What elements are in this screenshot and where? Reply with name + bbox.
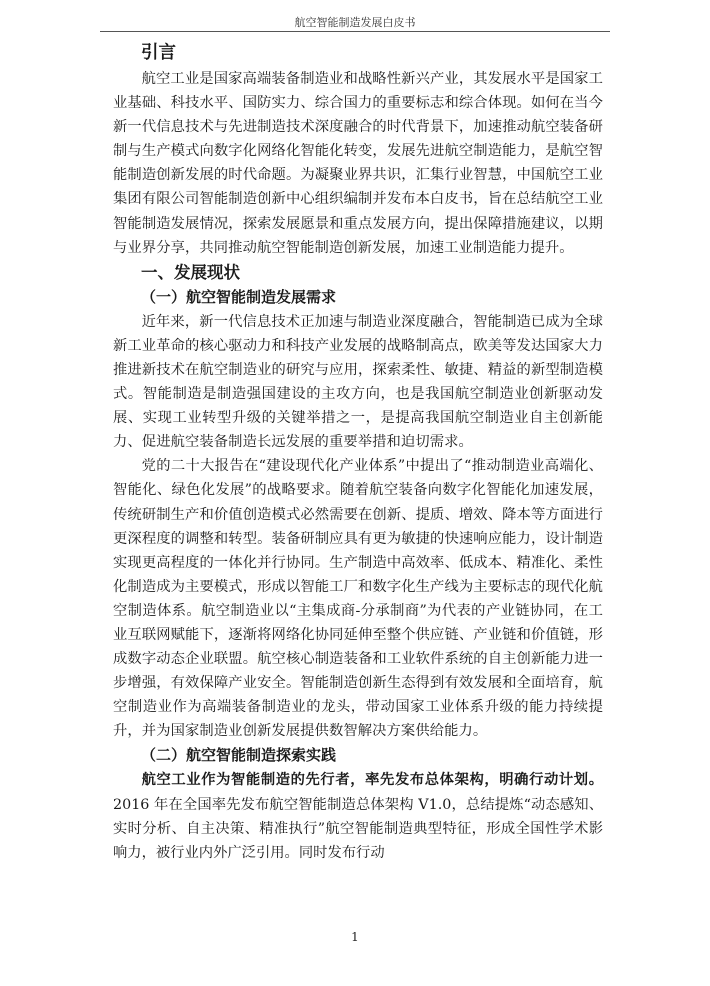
intro-heading: 引言	[141, 43, 176, 63]
subsection-heading-demand: （一）航空智能制造发展需求	[141, 287, 337, 306]
page-content	[113, 40, 603, 865]
practice-lead-rest: 2016 年在全国率先发布航空智能制造总体架构 V1.0，总结提炼“动态感知、实时分析、自主决策、精准执行”航空智能制造典型特征，形成全国性学术影响力，被行业内外广泛引用。同时发布行动	[113, 796, 603, 861]
demand-paragraph-2: 党的二十大报告在“建设现代化产业体系”中提出了“推动制造业高端化、智能化、绿色化发展”的战略要求。随着航空装备向数字化智能化加速发展，传统研制生产和价值创造模式必然需要在创新、提质、增效、降本等方面进行更深程度的调整和转型。装备研制应具有更为敏捷的快速响应能力，设计制造实现更高程度的一体化并行协同。生产制造中高效率、低成本、精准化、柔性化制造成为主要模式，形成以智能工厂和数字化生产线为主要标志的现代化航空制造体系。航空制造业以“主集成商-分承制商”为代表的产业链协同，在工业互联网赋能下，逐渐将网络化协同延伸至整个供应链、产业链和价值链，形成数字动态企业联盟。航空核心制造装备和工业软件系统的自主创新能力进一步增强，有效保障产业安全。智能制造创新生态得到有效发展和全面培育，航空制造业作为高端装备制造业的龙头，带动国家工业体系升级的能力持续提升，并为国家制造业创新发展提供数智解决方案供给能力。	[113, 458, 603, 740]
demand-paragraph-1: 近年来，新一代信息技术正加速与制造业深度融合，智能制造已成为全球新工业革命的核心驱动力和科技产业发展的战略制高点，欧美等发达国家大力推进新技术在航空制造业的研究与应用，探索柔性、敏捷、精益的新型制造模式。智能制造是制造强国建设的主攻方向，也是我国航空制造业创新驱动发展、实现工业转型升级的关键举措之一，是提高我国航空制造业自主创新能力、促进航空装备制造长远发展的重要举措和迫切需求。	[113, 313, 603, 451]
running-header: 航空智能制造发展白皮书	[294, 16, 416, 29]
section-heading-status: 一、发展现状	[141, 262, 240, 282]
page-number: 1	[351, 930, 359, 944]
intro-paragraph: 航空工业是国家高端装备制造业和战略性新兴产业，其发展水平是国家工业基础、科技水平、国防实力、综合国力的重要标志和综合体现。如何在当今新一代信息技术与先进制造技术深度融合的时代背景下，加速推动航空装备研制与生产模式向数字化网络化智能化转变，发展先进航空制造能力，是航空智能制造创新发展的时代命题。为凝聚业界共识，汇集行业智慧，中国航空工业集团有限公司智能制造创新中心组织编制并发布本白皮书，旨在总结航空工业智能制造发展情况，探索发展愿景和重点发展方向，提出保障措施建议，以期与业界分享，共同推动航空智能制造创新发展，加速工业制造能力提升。	[113, 71, 603, 256]
practice-paragraph	[113, 768, 603, 864]
header-rule	[100, 31, 610, 32]
subsection-heading-practice: （二）航空智能制造探索实践	[141, 746, 337, 765]
practice-lead-bold: 航空工业作为智能制造的先行者，率先发布总体架构，明确行动计划。	[141, 772, 603, 789]
